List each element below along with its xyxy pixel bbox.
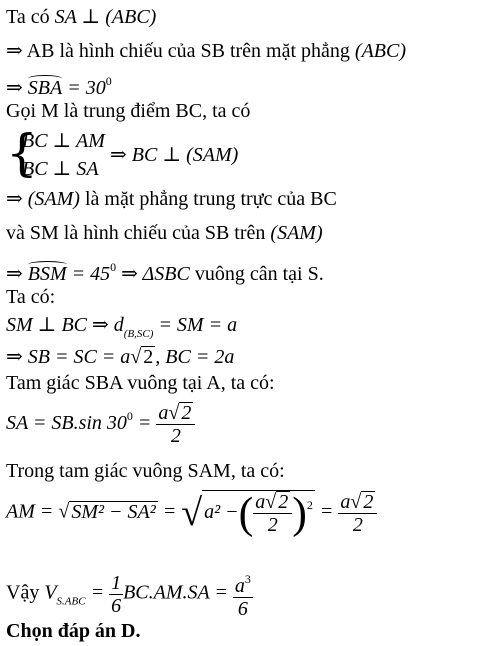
answer-text: Chọn đáp án D.	[6, 620, 141, 642]
line-3: ⇒ SBA = $30^0$	[6, 74, 112, 99]
math: (SAM)	[27, 188, 80, 210]
math: SM ⊥ BC ⇒ d	[6, 314, 124, 336]
left-brace: {	[6, 124, 38, 182]
math: = SM = a	[153, 314, 238, 336]
line-12	[6, 372, 275, 395]
math: (SAM)	[270, 222, 323, 244]
sqrt: 2	[143, 346, 154, 368]
sup: 0	[105, 74, 112, 88]
fraction: $\frac{a√ 2}{2}$	[338, 491, 377, 536]
math: AM =	[6, 500, 59, 523]
angle-bsm: BSM	[27, 263, 67, 285]
line-9	[6, 286, 55, 309]
fraction: $\frac{a√ 2}{2}$	[156, 402, 195, 447]
line-7	[6, 222, 323, 245]
math: SA = SB.sin 30	[6, 412, 127, 435]
math: ⇒ SB = SC = a	[6, 346, 131, 368]
math: = 45	[66, 263, 111, 285]
math: (ABC)	[354, 40, 407, 62]
line-14	[6, 460, 285, 483]
math: , BC = 2a	[155, 346, 235, 368]
text: Tam giác SBA vuông tại A, ta có:	[6, 372, 275, 394]
sqrt: SM² − SA²	[71, 500, 156, 523]
line-13	[6, 402, 195, 447]
angle-sba: SBA	[27, 77, 63, 99]
eq-2: BC ⊥ SA	[22, 158, 99, 180]
line-1	[6, 4, 156, 29]
line-16: Vậy $V_{S.ABC}$ = $\frac{1}{6}$ BC.AM.SA = $\frac{a^3}{6}$	[6, 568, 253, 620]
line-6: ⇒ (SAM) là mặt phẳng trung trực của BC	[6, 188, 337, 210]
math: ⇒ ΔSBC	[116, 263, 190, 285]
text: và SM là hình chiếu của SB trên	[6, 222, 271, 244]
fraction: $\frac{1}{6}$	[111, 571, 122, 617]
line-2	[6, 38, 406, 63]
text: Vậy	[6, 581, 45, 604]
math: =	[132, 412, 157, 435]
big-sqrt: a² −( $\frac{a√ 2}{2}$ )$^2$	[204, 488, 313, 538]
line-11: ⇒ SB = SC = a√ 2 , BC = 2a	[6, 346, 235, 368]
text: Ta có:	[6, 286, 56, 308]
answer-line	[6, 620, 141, 643]
text: Gọi M là trung điểm BC, ta có	[6, 100, 251, 122]
line-15: AM = √ SM² − SA² = √ a² −( $\frac{a√ 2}{2}$ )$^2$ = $\frac{a√ 2}{2}$	[6, 490, 377, 536]
line-10	[6, 312, 237, 340]
math: SA ⊥ (ABC)	[54, 6, 157, 28]
eq-1: BC ⊥ AM	[22, 130, 105, 152]
math: = 30	[62, 77, 106, 99]
line-8: ⇒ BSM = $45^0$ ⇒ ΔSBC vuông cân tại S.	[6, 260, 324, 285]
sub: (B,SC)	[123, 328, 154, 340]
text: Ta có	[6, 6, 55, 28]
sup: 0	[110, 260, 117, 274]
fraction: $\frac{a^3}{6}$	[233, 568, 253, 620]
sup: 0	[126, 409, 133, 424]
text: Trong tam giác vuông SAM, ta có:	[6, 460, 285, 482]
text: ⇒ AB là hình chiếu của SB trên mặt phẳng	[6, 40, 355, 62]
text: vuông cân tại S.	[189, 263, 324, 285]
text: là mặt phẳng trung trực của BC	[84, 188, 337, 210]
result: ⇒ BC ⊥ (SAM)	[110, 144, 239, 166]
line-4	[6, 100, 250, 123]
